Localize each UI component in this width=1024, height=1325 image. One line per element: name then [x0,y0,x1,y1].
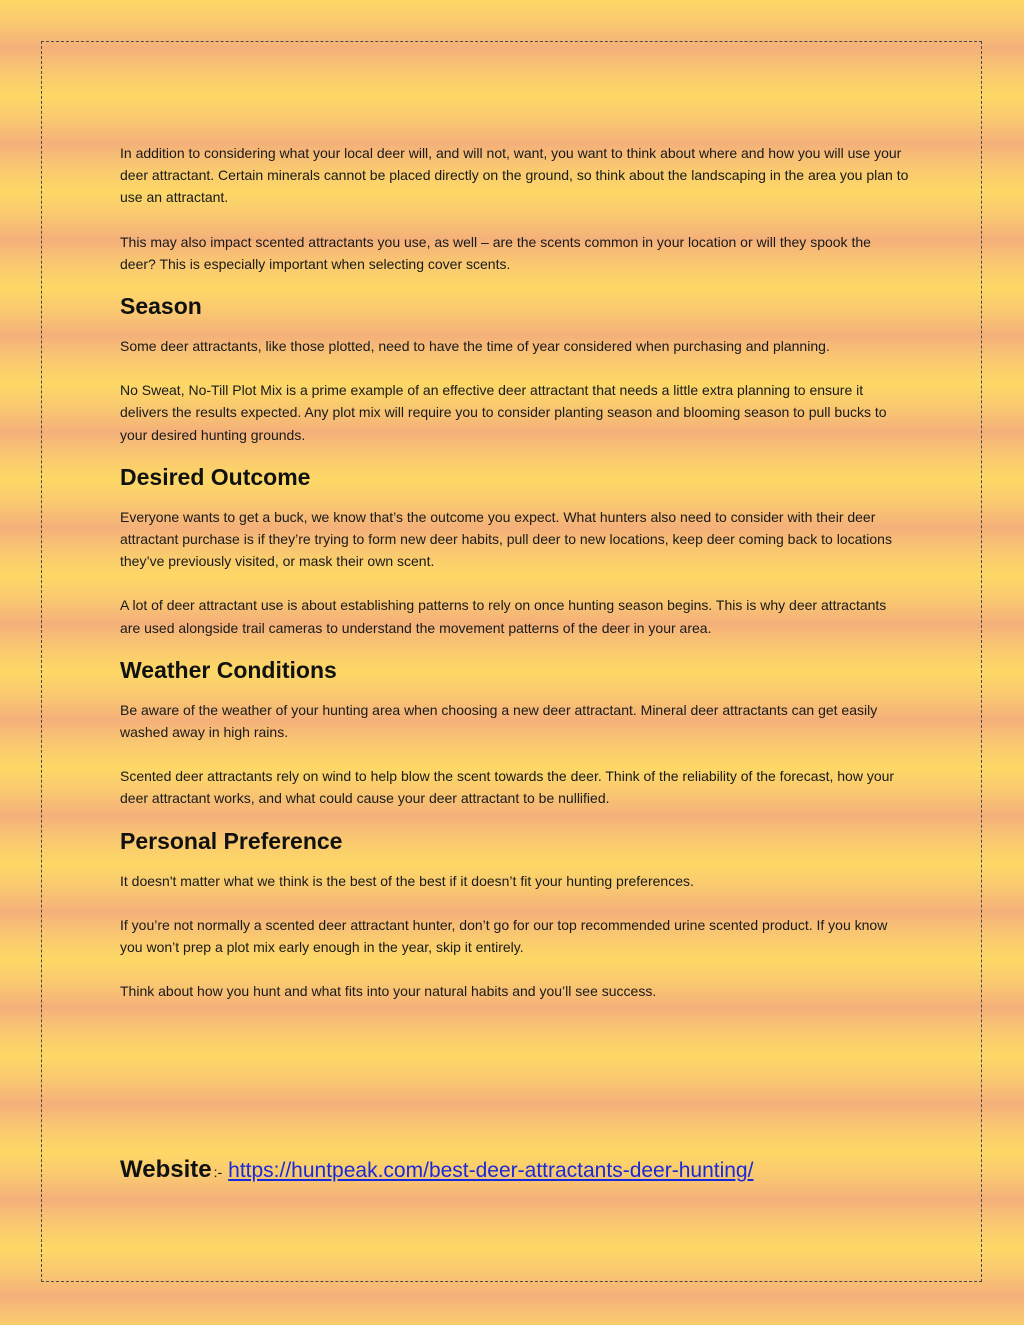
preference-paragraph-2: If you’re not normally a scented deer attractant hunter, don’t go for our top recommended urine scented product. If you know you won’t prep a plot mix early enough in the year, skip it entirely. [120,916,888,956]
website-separator: :- [213,1164,223,1180]
weather-paragraph-2: Scented deer attractants rely on wind to help blow the scent towards the deer. Think of the reliability of the forecast, how your deer attractant works, and what could cause your deer attractant to be nullified. [120,768,895,807]
document-body [120,142,910,1002]
heading-weather-conditions: Weather Conditions [120,656,337,683]
season-paragraph-2: No Sweat, No-Till Plot Mix is a prime example of an effective deer attractant that needs a little extra planning to ensure it delivers the results expected. Any plot mix will require you to consider planting season and blooming season to pull bucks to your desired hunting grounds. [120,382,887,443]
desired-outcome-paragraph-1: Everyone wants to get a buck, we know that’s the outcome you expect. What hunters also need to consider with their deer attractant purchase is if they’re trying to form new deer habits, pull deer to new locations, keep deer coming back to locations they’ve previously visited, or mask their own scent. [120,508,892,570]
heading-desired-outcome: Desired Outcome [120,463,311,490]
website-footer [120,1156,753,1184]
preference-paragraph-1: It doesn't matter what we think is the best of the best if it doesn’t fit your hunting preferences. [120,872,694,889]
preference-paragraph-3: Think about how you hunt and what fits into your natural habits and you’ll see success. [120,983,657,1000]
intro-paragraph-1: In addition to considering what your local deer will, and will not, want, you want to think about where and how you will use your deer attractant. Certain minerals cannot be placed directly on the ground, so think about the landscaping in the area you plan to use an attractant. [120,145,909,206]
website-label: Website [120,1156,212,1183]
season-paragraph-1: Some deer attractants, like those plotted, need to have the time of year considered when purchasing and planning. [120,338,830,355]
desired-outcome-paragraph-2: A lot of deer attractant use is about establishing patterns to rely on once hunting season begins. This is why deer attractants are used alongside trail cameras to understand the movement patterns of the deer in your area. [120,597,887,636]
heading-season: Season [120,293,202,320]
heading-personal-preference: Personal Preference [120,827,343,854]
website-link[interactable]: https://huntpeak.com/best-deer-attractants-deer-hunting/ [228,1159,754,1182]
intro-paragraph-2: This may also impact scented attractants you use, as well – are the scents common in your location or will they spook the deer? This is especially important when selecting cover scents. [120,233,871,272]
weather-paragraph-1: Be aware of the weather of your hunting area when choosing a new deer attractant. Mineral deer attractants can get easily washed away in high rains. [120,701,878,741]
